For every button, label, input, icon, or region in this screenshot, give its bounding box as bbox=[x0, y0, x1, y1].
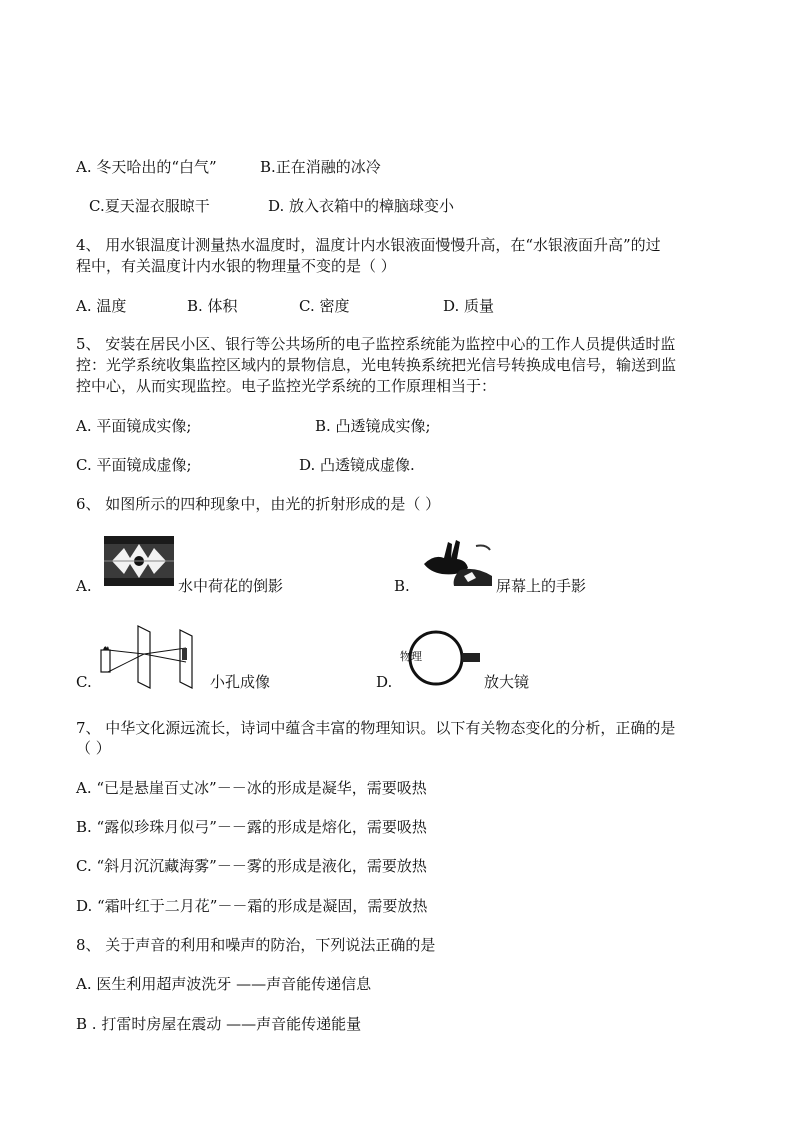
q7-option-c: C. “斜月沉沉藏海雾”－－雾的形成是液化，需要放热 bbox=[76, 857, 427, 875]
magnifier-image bbox=[398, 628, 482, 688]
q3-option-a: A. 冬天哈出的“白气” bbox=[76, 158, 217, 176]
q6-option-a-text: 水中荷花的倒影 bbox=[178, 577, 284, 595]
q5-option-a: A. 平面镜成实像; bbox=[76, 417, 192, 435]
magnifier-text: 物理 bbox=[400, 650, 422, 663]
q7-option-b: B. “露似珍珠月似弓”－－露的形成是熔化，需要吸热 bbox=[76, 818, 427, 836]
q4-option-a: A. 温度 bbox=[76, 297, 127, 315]
q4-stem-line1: 4、 用水银温度计测量热水温度时，温度计内水银液面慢慢升高，在“水银液面升高”的过 bbox=[76, 236, 661, 254]
q7-stem-line2: （ ） bbox=[76, 739, 111, 757]
q6-option-b-label: B. bbox=[394, 577, 410, 595]
lotus-reflection-image bbox=[104, 536, 174, 586]
q6-stem: 6、 如图所示的四种现象中，由光的折射形成的是（ ） bbox=[76, 495, 441, 513]
q8-option-a: A. 医生利用超声波洗牙 ——声音能传递信息 bbox=[76, 975, 372, 993]
q4-option-c: C. 密度 bbox=[299, 297, 350, 315]
q6-option-d-text: 放大镜 bbox=[484, 673, 530, 691]
q4-option-d: D. 质量 bbox=[443, 297, 495, 315]
q3-option-b: B.正在消融的冰冷 bbox=[260, 158, 381, 176]
q3-option-c: C.夏天湿衣服晾干 bbox=[89, 197, 210, 215]
q6-option-c-label: C. bbox=[76, 673, 92, 691]
hand-shadow-image bbox=[420, 536, 492, 586]
q5-stem-line1: 5、 安装在居民小区、银行等公共场所的电子监控系统能为监控中心的工作人员提供适时监 bbox=[76, 335, 676, 353]
q8-option-b: B . 打雷时房屋在震动 ——声音能传递能量 bbox=[76, 1015, 362, 1033]
q5-option-d: D. 凸透镜成虚像. bbox=[299, 456, 415, 474]
q5-stem-line3: 控中心，从而实现监控。电子监控光学系统的工作原理相当于： bbox=[76, 377, 497, 395]
q7-option-a: A. “已是悬崖百丈冰”－－冰的形成是凝华，需要吸热 bbox=[76, 779, 427, 797]
pinhole-imaging-diagram bbox=[98, 624, 210, 690]
q5-option-b: B. 凸透镜成实像; bbox=[315, 417, 431, 435]
q7-stem-line1: 7、 中华文化源远流长，诗词中蕴含丰富的物理知识。以下有关物态变化的分析，正确的是 bbox=[76, 719, 676, 737]
q4-stem-line2: 程中，有关温度计内水银的物理量不变的是（ ） bbox=[76, 257, 396, 275]
q6-option-a-label: A. bbox=[76, 577, 92, 595]
q6-option-d-label: D. bbox=[376, 673, 393, 691]
q6-option-c-text: 小孔成像 bbox=[210, 673, 271, 691]
q6-option-b-text: 屏幕上的手影 bbox=[496, 577, 587, 595]
q7-option-d: D. “霜叶红于二月花”－－霜的形成是凝固，需要放热 bbox=[76, 897, 428, 915]
q5-option-c: C. 平面镜成虚像; bbox=[76, 456, 192, 474]
q8-stem: 8、 关于声音的利用和噪声的防治，下列说法正确的是 bbox=[76, 936, 436, 954]
q5-stem-line2: 控：光学系统收集监控区域内的景物信息，光电转换系统把光信号转换成电信号，输送到监 bbox=[76, 356, 677, 374]
q3-option-d: D. 放入衣箱中的樟脑球变小 bbox=[268, 197, 455, 215]
q4-option-b: B. 体积 bbox=[187, 297, 238, 315]
